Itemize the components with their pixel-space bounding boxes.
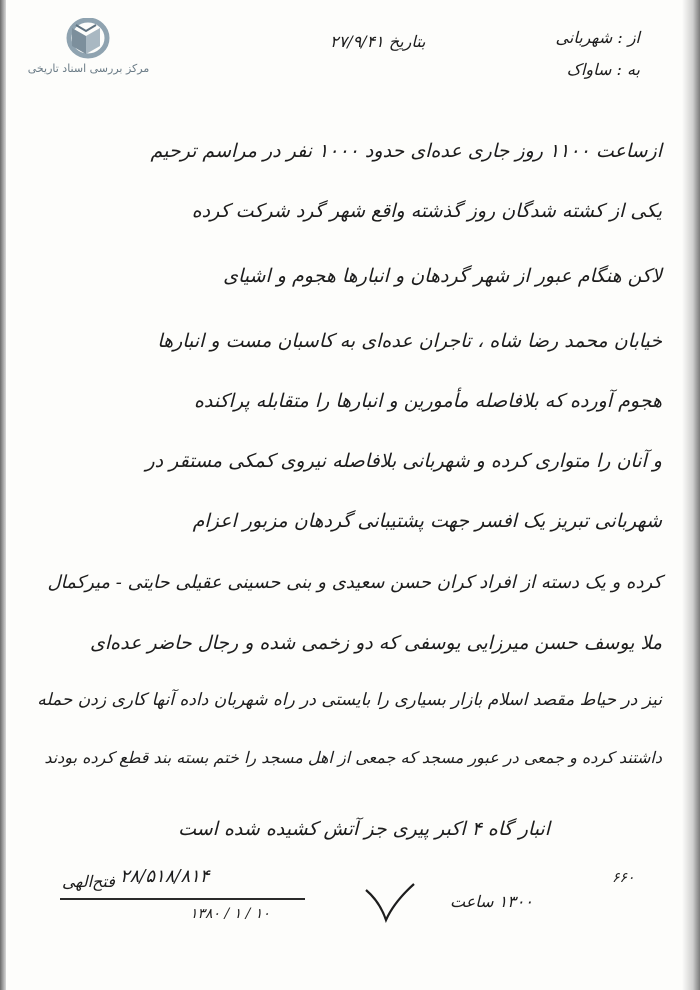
watermark-text: مرکز بررسی اسناد تاریخی xyxy=(27,62,150,75)
scan-edge-left xyxy=(0,0,6,990)
check-mark-stroke xyxy=(360,880,420,930)
letter-line: شهربانی تبریز یک افسر جهت پشتیبانی گردهان مزبور اعزام xyxy=(192,510,662,532)
letter-line: و آنان را متواری کرده و شهربانی بلافاصله نیروی کمکی مستقر در xyxy=(145,450,662,472)
letter-line: کرده و یک دسته از افراد کران حسن سعیدی و بنی حسینی عقیلی حایتی - میرکمال xyxy=(47,572,662,593)
header-to: از : شهربانی xyxy=(555,28,640,47)
letter-line: خیابان محمد رضا شاه ، تاجران عده‌ای به کاسبان مست و انبارها xyxy=(157,330,662,352)
margin-note: ۶۶۰ xyxy=(612,870,635,886)
letter-line: یکی از کشته شدگان روز گذشته واقع شهر گرد شرکت کرده xyxy=(191,200,662,222)
header-recipient: به : ساواک xyxy=(566,60,640,79)
signature: فتح‌الهی xyxy=(62,872,115,891)
archive-logo-icon xyxy=(62,18,110,62)
header-date: بتاریخ ۲۷/۹/۴۱ xyxy=(330,32,426,51)
letter-line: لاکن هنگام عبور از شهر گردهان و انبارها هجوم و اشیای xyxy=(223,265,662,287)
letter-line: نیز در حیاط مقصد اسلام بازار بسیاری را بایستی در راه شهربان داده آنها کاری زدن حمله xyxy=(37,690,662,710)
footer-sub-note: ۱۰ / ۱ / ۱۳۸۰ xyxy=(190,906,270,922)
letter-line: هجوم آورده که بلافاصله مأمورین و انبارها را متقابله پراکنده xyxy=(193,390,662,412)
scan-edge-right xyxy=(682,0,700,990)
letter-line: ملا یوسف حسن میرزایی یوسفی که دو زخمی شده و رجال حاضر عده‌ای xyxy=(90,632,662,654)
signature-underline xyxy=(60,898,305,900)
letter-line: داشتند کرده و جمعی در عبور مسجد که جمعی از اهل مسجد را ختم بسته بند قطع کرده بودند xyxy=(44,748,662,767)
letter-line: انبار گاه ۴ اکبر پیری جز آتش کشیده شده است xyxy=(178,818,550,840)
watermark xyxy=(26,18,151,80)
letter-line: ازساعت ۱۱۰۰ روز جاری عده‌ای حدود ۱۰۰۰ نفر در مراسم ترحیم xyxy=(150,140,662,162)
footer-time: ۱۳۰۰ ساعت xyxy=(450,892,533,911)
footer-date-code: ۲۸/۵۱۸/۸۱۴ xyxy=(120,866,210,887)
